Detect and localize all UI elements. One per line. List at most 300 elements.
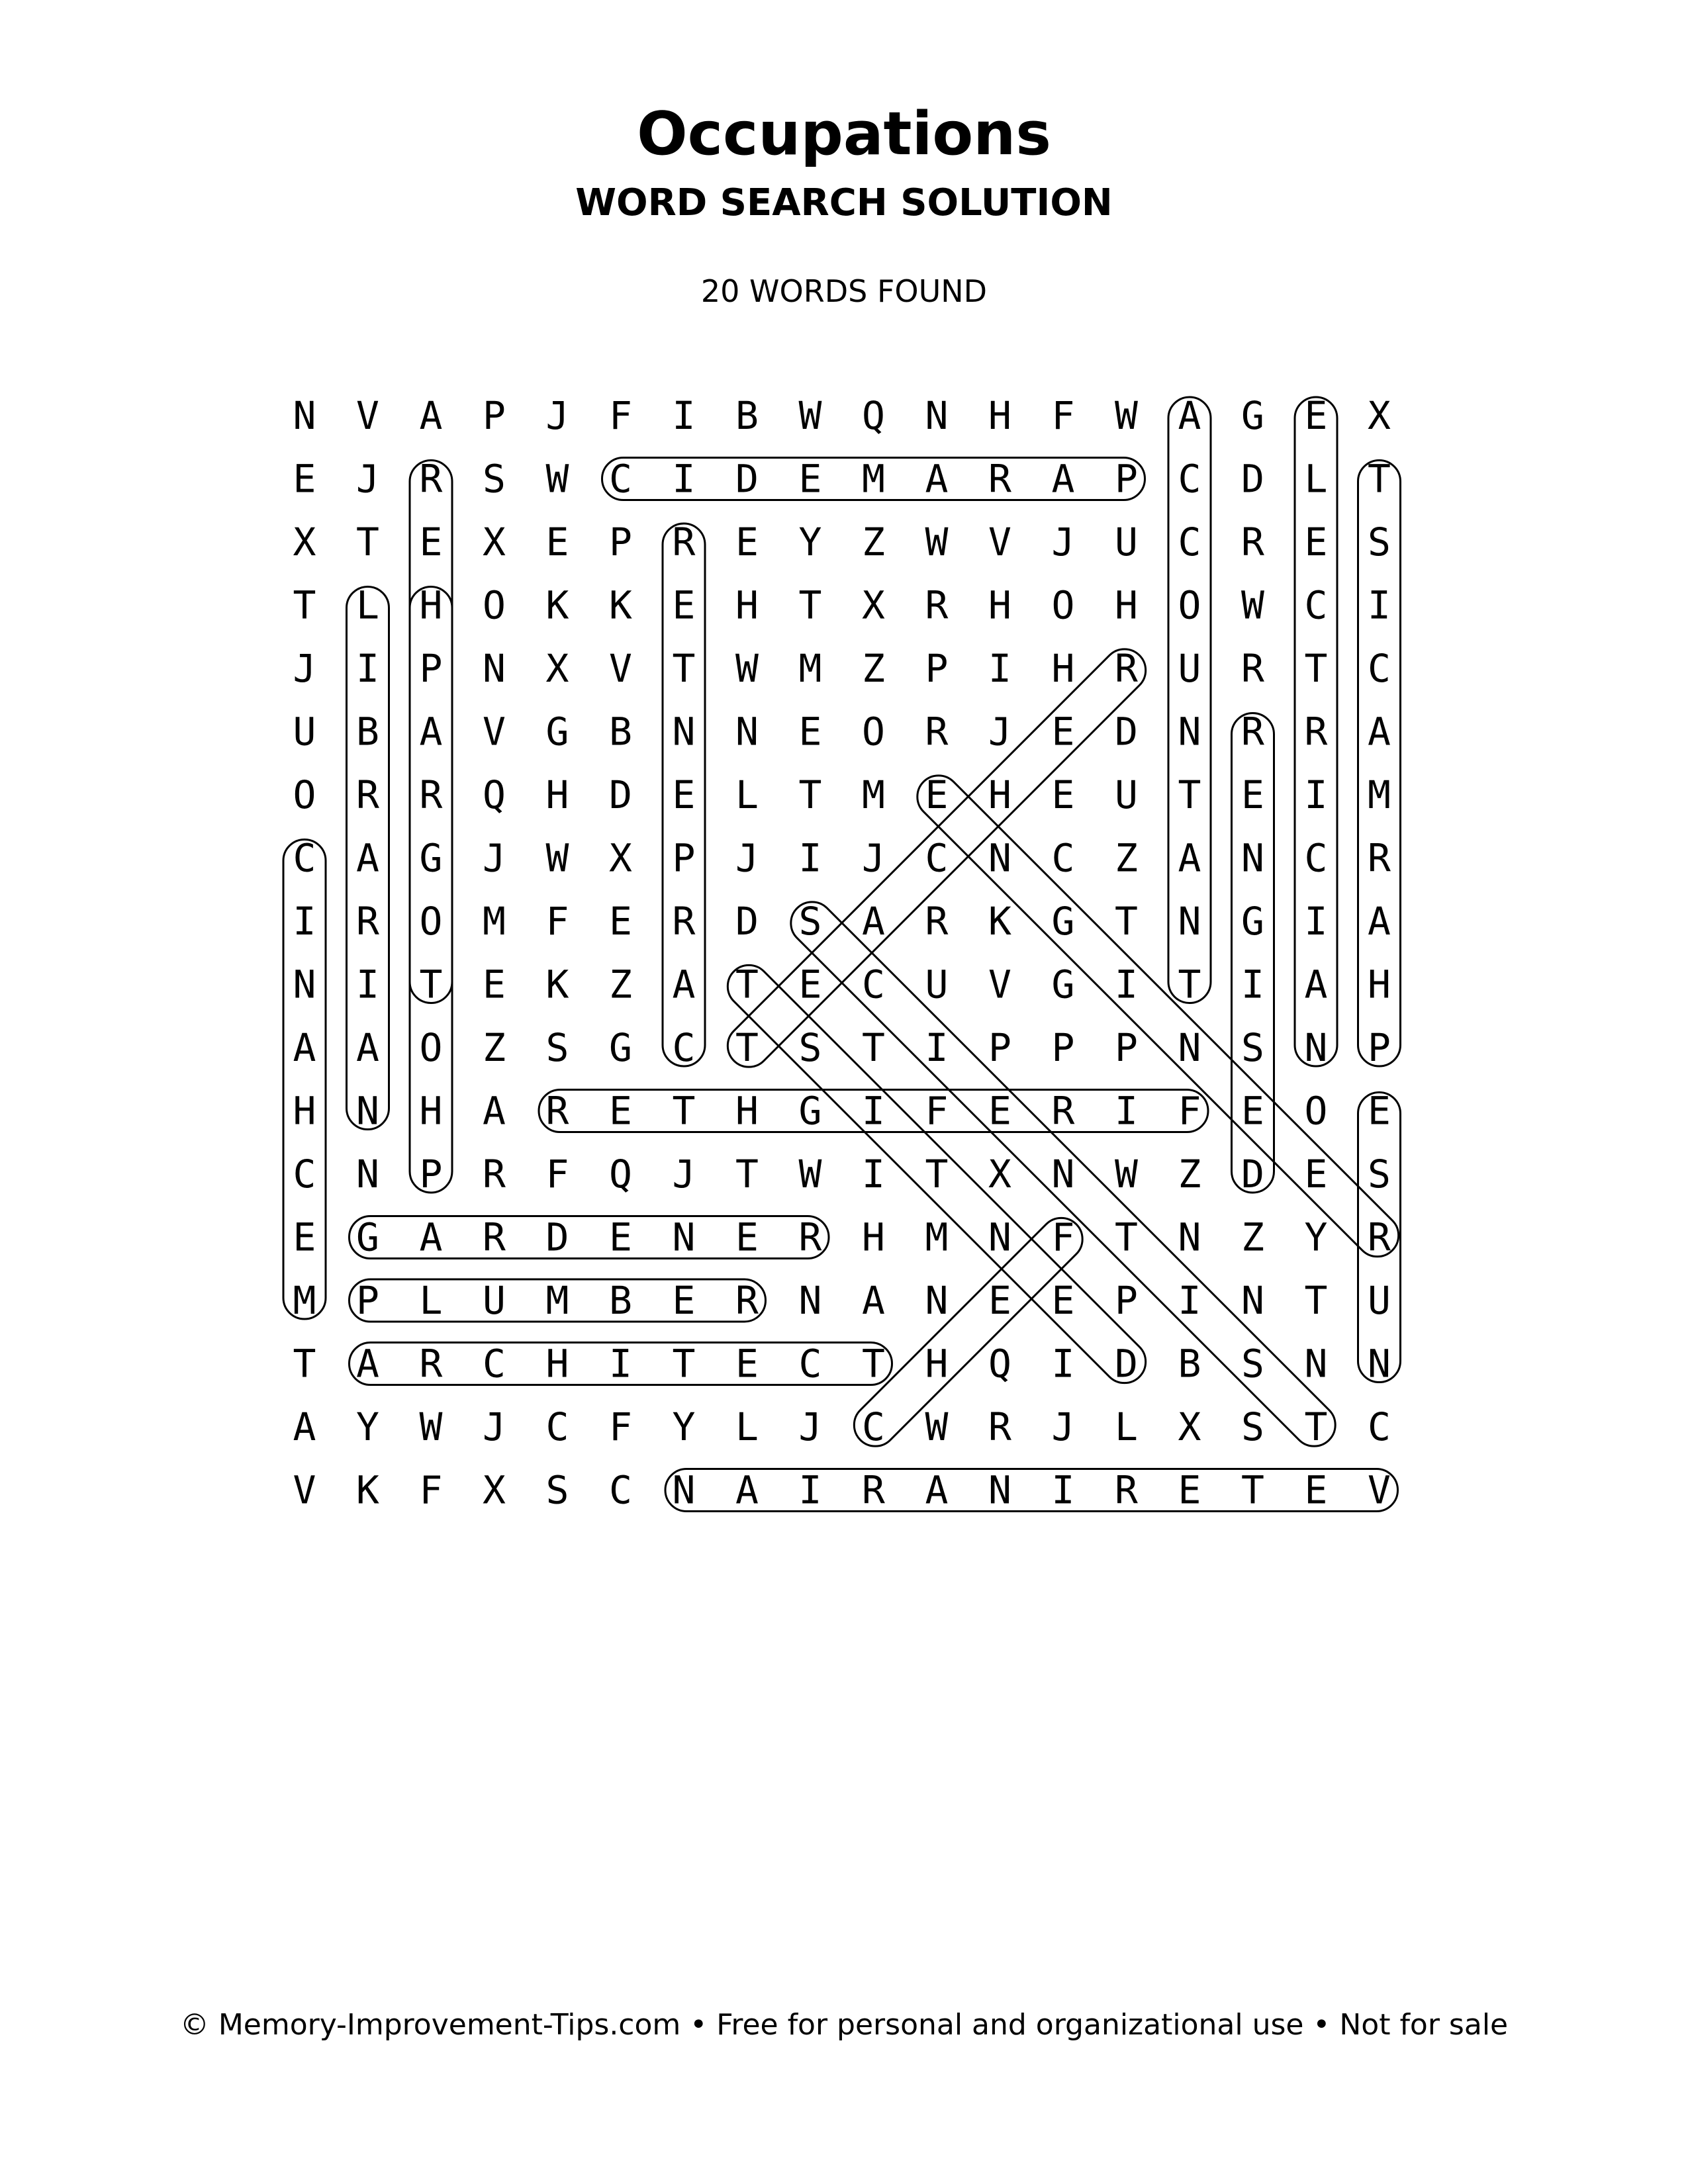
grid-letter: W bbox=[1115, 393, 1138, 438]
grid-letter: N bbox=[293, 962, 316, 1007]
grid-letter: E bbox=[1241, 1088, 1264, 1134]
grid-letter: J bbox=[1051, 1404, 1075, 1449]
grid-letter: L bbox=[735, 1404, 759, 1449]
grid-letter: M bbox=[862, 456, 885, 502]
grid-letter: R bbox=[1241, 520, 1264, 565]
grid-letter: W bbox=[545, 835, 569, 881]
grid-letter: C bbox=[798, 1341, 822, 1387]
grid-letter: D bbox=[609, 772, 632, 817]
grid-letter: E bbox=[609, 1214, 632, 1260]
grid-letter: C bbox=[1051, 835, 1075, 881]
grid-letter: F bbox=[925, 1088, 949, 1134]
grid-letter: P bbox=[356, 1278, 379, 1323]
grid-letter: I bbox=[1051, 1467, 1075, 1513]
grid-letter: V bbox=[1368, 1467, 1391, 1513]
grid-letter: R bbox=[419, 772, 443, 817]
grid-letter: N bbox=[293, 393, 316, 438]
grid-letter: A bbox=[1178, 393, 1201, 438]
grid-letter: A bbox=[672, 962, 696, 1007]
grid-letter: T bbox=[1115, 899, 1138, 944]
grid-letter: C bbox=[545, 1404, 569, 1449]
grid-letter: L bbox=[1304, 456, 1328, 502]
grid-letter: Q bbox=[862, 393, 885, 438]
footer-copyright: © Memory-Improvement-Tips.com • Free for personal and organizational use • Not for sale bbox=[179, 2008, 1509, 2042]
grid-letter: E bbox=[798, 962, 822, 1007]
grid-letter: I bbox=[1304, 772, 1328, 817]
grid-letter: X bbox=[483, 520, 506, 565]
grid-letter: A bbox=[483, 1088, 506, 1134]
grid-letter: P bbox=[1368, 1025, 1391, 1070]
grid-letter: T bbox=[735, 1025, 759, 1070]
grid-letter: E bbox=[1178, 1467, 1201, 1513]
grid-letter: P bbox=[1051, 1025, 1075, 1070]
grid-letter: D bbox=[1115, 1341, 1138, 1387]
grid-letter: J bbox=[735, 835, 759, 881]
grid-letter: N bbox=[356, 1152, 379, 1197]
grid-letter: X bbox=[988, 1152, 1011, 1197]
grid-letter: G bbox=[1051, 899, 1075, 944]
grid-letter: S bbox=[1241, 1025, 1264, 1070]
grid-letter: E bbox=[1368, 1088, 1391, 1134]
grid-letter: G bbox=[545, 709, 569, 754]
grid-letter: O bbox=[419, 1025, 443, 1070]
grid-letter: C bbox=[672, 1025, 696, 1070]
grid-letter: V bbox=[609, 646, 632, 691]
grid-letter: E bbox=[419, 520, 443, 565]
grid-letter: A bbox=[735, 1467, 759, 1513]
grid-letter: Z bbox=[483, 1025, 506, 1070]
grid-letter: I bbox=[356, 646, 379, 691]
grid-letter: T bbox=[1304, 1404, 1328, 1449]
grid-letter: C bbox=[1304, 835, 1328, 881]
grid-letter: J bbox=[672, 1152, 696, 1197]
grid-letter: T bbox=[672, 1088, 696, 1134]
grid-letter: E bbox=[293, 1214, 316, 1260]
grid-letter: K bbox=[988, 899, 1011, 944]
grid-letter: E bbox=[1304, 1467, 1328, 1513]
grid-letter: E bbox=[735, 520, 759, 565]
grid-letter: U bbox=[293, 709, 316, 754]
grid-letter: J bbox=[545, 393, 569, 438]
grid-letter: C bbox=[1304, 582, 1328, 628]
grid-letter: Q bbox=[609, 1152, 632, 1197]
grid-letter: I bbox=[798, 835, 822, 881]
grid-letter: A bbox=[356, 1341, 379, 1387]
grid-letter: E bbox=[672, 1278, 696, 1323]
grid-letter: I bbox=[988, 646, 1011, 691]
grid-letter: N bbox=[925, 393, 949, 438]
grid-letter: J bbox=[988, 709, 1011, 754]
grid-letter: C bbox=[609, 456, 632, 502]
grid-letter: T bbox=[862, 1341, 885, 1387]
grid-letter: E bbox=[672, 582, 696, 628]
grid-letter: P bbox=[419, 646, 443, 691]
grid-letter: C bbox=[1368, 1404, 1391, 1449]
grid-letter: E bbox=[293, 456, 316, 502]
grid-letter: H bbox=[1368, 962, 1391, 1007]
grid-letter: H bbox=[988, 772, 1011, 817]
grid-letter: J bbox=[293, 646, 316, 691]
grid-letter: E bbox=[798, 709, 822, 754]
grid-letter: P bbox=[988, 1025, 1011, 1070]
grid-letter: I bbox=[798, 1467, 822, 1513]
grid-letter: T bbox=[735, 1152, 759, 1197]
grid-letter: I bbox=[1368, 582, 1391, 628]
grid-letter: R bbox=[925, 582, 949, 628]
grid-letter: R bbox=[862, 1467, 885, 1513]
grid-letter: C bbox=[1178, 520, 1201, 565]
grid-letter: S bbox=[798, 1025, 822, 1070]
grid-letter: G bbox=[356, 1214, 379, 1260]
grid-letter: N bbox=[672, 1467, 696, 1513]
grid-letter: D bbox=[1241, 1152, 1264, 1197]
grid-letter: F bbox=[609, 393, 632, 438]
grid-letter: C bbox=[1368, 646, 1391, 691]
grid-letter: A bbox=[862, 1278, 885, 1323]
page-title: Occupations bbox=[637, 99, 1051, 169]
grid-letter: I bbox=[1304, 899, 1328, 944]
grid-letter: T bbox=[1115, 1214, 1138, 1260]
grid-letter: P bbox=[672, 835, 696, 881]
grid-letter: F bbox=[1051, 1214, 1075, 1260]
grid-letter: A bbox=[356, 1025, 379, 1070]
grid-letter: T bbox=[419, 962, 443, 1007]
grid-letter: O bbox=[483, 582, 506, 628]
grid-letter: I bbox=[1051, 1341, 1075, 1387]
grid-letter: W bbox=[735, 646, 759, 691]
grid-letter: S bbox=[1368, 520, 1391, 565]
grid-letter: A bbox=[293, 1025, 316, 1070]
grid-letter: C bbox=[925, 835, 949, 881]
grid-letter: A bbox=[862, 899, 885, 944]
grid-letter: N bbox=[1178, 1214, 1201, 1260]
grid-letter: N bbox=[1178, 899, 1201, 944]
grid-letter: N bbox=[1241, 1278, 1264, 1323]
grid-letter: X bbox=[293, 520, 316, 565]
grid-letter: J bbox=[483, 1404, 506, 1449]
grid-letter: N bbox=[672, 1214, 696, 1260]
grid-letter: V bbox=[988, 962, 1011, 1007]
grid-letter: H bbox=[1115, 582, 1138, 628]
grid-letter: O bbox=[293, 772, 316, 817]
grid-letter: X bbox=[609, 835, 632, 881]
grid-letter: C bbox=[862, 1404, 885, 1449]
grid-letter: A bbox=[1178, 835, 1201, 881]
grid-letter: M bbox=[293, 1278, 316, 1323]
grid-letter: F bbox=[545, 899, 569, 944]
grid-letter: W bbox=[798, 1152, 822, 1197]
grid-letter: O bbox=[1178, 582, 1201, 628]
grid-letter: R bbox=[672, 899, 696, 944]
grid-letter: A bbox=[925, 1467, 949, 1513]
grid-letter: E bbox=[609, 1088, 632, 1134]
grid-letter: N bbox=[483, 646, 506, 691]
grid-letter: T bbox=[735, 962, 759, 1007]
grid-letter: P bbox=[483, 393, 506, 438]
grid-letter: R bbox=[1051, 1088, 1075, 1134]
grid-letter: S bbox=[1368, 1152, 1391, 1197]
grid-letter: D bbox=[1241, 456, 1264, 502]
grid-letter: L bbox=[1115, 1404, 1138, 1449]
grid-letter: E bbox=[609, 899, 632, 944]
grid-letter: Z bbox=[862, 646, 885, 691]
grid-letter: S bbox=[1241, 1341, 1264, 1387]
grid-letter: C bbox=[483, 1341, 506, 1387]
grid-letter: H bbox=[925, 1341, 949, 1387]
grid-letter: O bbox=[862, 709, 885, 754]
grid-letter: N bbox=[1178, 709, 1201, 754]
grid-letter: H bbox=[293, 1088, 316, 1134]
grid-letter: Z bbox=[1241, 1214, 1264, 1260]
grid-letter: N bbox=[1178, 1025, 1201, 1070]
grid-letter: K bbox=[545, 582, 569, 628]
grid-letter: I bbox=[1115, 1088, 1138, 1134]
grid-letter: Q bbox=[988, 1341, 1011, 1387]
grid-letter: R bbox=[798, 1214, 822, 1260]
grid-letter: F bbox=[609, 1404, 632, 1449]
grid-letter: W bbox=[1115, 1152, 1138, 1197]
grid-letter: Z bbox=[1178, 1152, 1201, 1197]
grid-letter: W bbox=[925, 520, 949, 565]
grid-letter: I bbox=[862, 1152, 885, 1197]
grid-letter: N bbox=[356, 1088, 379, 1134]
grid-letter: N bbox=[988, 1214, 1011, 1260]
grid-letter: P bbox=[419, 1152, 443, 1197]
grid-letter: M bbox=[862, 772, 885, 817]
grid-letter: I bbox=[1115, 962, 1138, 1007]
grid-letter: S bbox=[545, 1467, 569, 1513]
grid-letter: G bbox=[609, 1025, 632, 1070]
grid-letter: G bbox=[798, 1088, 822, 1134]
grid-letter: N bbox=[988, 835, 1011, 881]
solution-veterinarian bbox=[665, 1469, 1398, 1512]
grid-letter: R bbox=[1368, 835, 1391, 881]
grid-letter: F bbox=[419, 1467, 443, 1513]
grid-letter: R bbox=[1241, 646, 1264, 691]
grid-letter: H bbox=[419, 1088, 443, 1134]
grid-letter: V bbox=[356, 393, 379, 438]
grid-letter: C bbox=[862, 962, 885, 1007]
grid-letter: I bbox=[1178, 1278, 1201, 1323]
grid-letter: P bbox=[925, 646, 949, 691]
grid-letter: M bbox=[798, 646, 822, 691]
grid-letter: T bbox=[356, 520, 379, 565]
grid-letter: R bbox=[1241, 709, 1264, 754]
grid-letter: I bbox=[672, 393, 696, 438]
grid-letter: E bbox=[1051, 709, 1075, 754]
grid-letter: G bbox=[1051, 962, 1075, 1007]
grid-letter: S bbox=[1241, 1404, 1264, 1449]
grid-letter: O bbox=[1304, 1088, 1328, 1134]
grid-letter: R bbox=[988, 456, 1011, 502]
grid-letter: Q bbox=[483, 772, 506, 817]
grid-letter: R bbox=[1304, 709, 1328, 754]
grid-letter: M bbox=[1368, 772, 1391, 817]
grid-letter: E bbox=[1304, 393, 1328, 438]
grid-letter: R bbox=[925, 709, 949, 754]
grid-letter: L bbox=[735, 772, 759, 817]
grid-letter: S bbox=[545, 1025, 569, 1070]
grid-letter: E bbox=[1051, 772, 1075, 817]
grid-letter: G bbox=[419, 835, 443, 881]
grid-letter: Y bbox=[356, 1404, 379, 1449]
grid-letter: H bbox=[419, 582, 443, 628]
grid-letter: U bbox=[483, 1278, 506, 1323]
grid-letter: W bbox=[1241, 582, 1264, 628]
grid-letter: K bbox=[609, 582, 632, 628]
grid-letter: T bbox=[925, 1152, 949, 1197]
grid-letter: M bbox=[483, 899, 506, 944]
grid-letter: T bbox=[672, 646, 696, 691]
grid-letter: H bbox=[988, 582, 1011, 628]
grid-letter: J bbox=[1051, 520, 1075, 565]
grid-letter: D bbox=[1115, 709, 1138, 754]
grid-letter: U bbox=[1368, 1278, 1391, 1323]
grid-letter: S bbox=[483, 456, 506, 502]
grid-letter: P bbox=[1115, 1025, 1138, 1070]
grid-letter: H bbox=[545, 772, 569, 817]
grid-letter: H bbox=[735, 1088, 759, 1134]
grid-letter: X bbox=[1178, 1404, 1201, 1449]
words-found-count: 20 WORDS FOUND bbox=[700, 273, 988, 309]
grid-letter: O bbox=[1051, 582, 1075, 628]
grid-letter: B bbox=[356, 709, 379, 754]
grid-letter: H bbox=[988, 393, 1011, 438]
grid-letter: Z bbox=[609, 962, 632, 1007]
grid-letter: C bbox=[1178, 456, 1201, 502]
grid-letter: F bbox=[545, 1152, 569, 1197]
grid-letter: R bbox=[356, 899, 379, 944]
page-subtitle: WORD SEARCH SOLUTION bbox=[575, 181, 1113, 224]
grid-letter: U bbox=[1115, 772, 1138, 817]
grid-letter: Y bbox=[672, 1404, 696, 1449]
grid-letter: A bbox=[293, 1404, 316, 1449]
grid-letter: R bbox=[672, 520, 696, 565]
grid-letter: N bbox=[925, 1278, 949, 1323]
grid-letter: D bbox=[735, 899, 759, 944]
grid-letter: H bbox=[1051, 646, 1075, 691]
grid-letter: R bbox=[356, 772, 379, 817]
grid-letter: F bbox=[1051, 393, 1075, 438]
grid-letter: T bbox=[798, 582, 822, 628]
grid-letter: E bbox=[672, 772, 696, 817]
grid-letter: O bbox=[419, 899, 443, 944]
grid-letter: V bbox=[988, 520, 1011, 565]
grid-letter: P bbox=[609, 520, 632, 565]
grid-letter: E bbox=[988, 1278, 1011, 1323]
grid-letter: D bbox=[735, 456, 759, 502]
grid-letter: N bbox=[735, 709, 759, 754]
grid-letter: T bbox=[798, 772, 822, 817]
grid-letter: A bbox=[1368, 899, 1391, 944]
grid-letter: W bbox=[925, 1404, 949, 1449]
grid-letter: X bbox=[1368, 393, 1391, 438]
grid-letter: G bbox=[1241, 899, 1264, 944]
grid-letter: N bbox=[672, 709, 696, 754]
grid-letter: Z bbox=[862, 520, 885, 565]
grid-letter: E bbox=[735, 1341, 759, 1387]
grid-letter: V bbox=[293, 1467, 316, 1513]
grid-letter: J bbox=[862, 835, 885, 881]
grid-letter: R bbox=[483, 1152, 506, 1197]
grid-letter: R bbox=[419, 456, 443, 502]
grid-letter: A bbox=[419, 709, 443, 754]
grid-letter: E bbox=[925, 772, 949, 817]
grid-letter: E bbox=[1304, 520, 1328, 565]
grid-letter: T bbox=[1178, 962, 1201, 1007]
grid-letter: U bbox=[1115, 520, 1138, 565]
grid-letter: P bbox=[1115, 456, 1138, 502]
grid-letter: T bbox=[1178, 772, 1201, 817]
grid-letter: T bbox=[293, 1341, 316, 1387]
grid-letter: I bbox=[609, 1341, 632, 1387]
grid-letter: W bbox=[419, 1404, 443, 1449]
grid-letter: E bbox=[483, 962, 506, 1007]
grid-letter: T bbox=[1304, 1278, 1328, 1323]
grid-letter: R bbox=[1115, 646, 1138, 691]
grid-letter: T bbox=[1368, 456, 1391, 502]
grid-letter: J bbox=[356, 456, 379, 502]
grid-letter: P bbox=[1115, 1278, 1138, 1323]
grid-letter: E bbox=[798, 456, 822, 502]
grid-letter: T bbox=[293, 582, 316, 628]
grid-letter: M bbox=[925, 1214, 949, 1260]
grid-letter: R bbox=[483, 1214, 506, 1260]
grid-letter: N bbox=[1304, 1025, 1328, 1070]
grid-letter: I bbox=[925, 1025, 949, 1070]
grid-letter: V bbox=[483, 709, 506, 754]
grid-letter: G bbox=[1241, 393, 1264, 438]
grid-letter: B bbox=[609, 1278, 632, 1323]
grid-letter: W bbox=[798, 393, 822, 438]
grid-letter: R bbox=[925, 899, 949, 944]
grid-letter: E bbox=[545, 520, 569, 565]
grid-letter: X bbox=[483, 1467, 506, 1513]
grid-letter: I bbox=[356, 962, 379, 1007]
grid-letter: A bbox=[419, 1214, 443, 1260]
grid-letter: I bbox=[862, 1088, 885, 1134]
grid-letter: A bbox=[925, 456, 949, 502]
grid-letter: A bbox=[1304, 962, 1328, 1007]
grid-letter: E bbox=[1051, 1278, 1075, 1323]
grid-letter: I bbox=[672, 456, 696, 502]
grid-letter: Y bbox=[798, 520, 822, 565]
grid-letter: R bbox=[545, 1088, 569, 1134]
grid-letter: N bbox=[798, 1278, 822, 1323]
grid-letter: B bbox=[609, 709, 632, 754]
grid-letter: L bbox=[356, 582, 379, 628]
grid-letter: A bbox=[1051, 456, 1075, 502]
grid-letter: K bbox=[356, 1467, 379, 1513]
grid-letter: F bbox=[1178, 1088, 1201, 1134]
grid-letter: S bbox=[798, 899, 822, 944]
grid-letter: T bbox=[1304, 646, 1328, 691]
grid-letter: R bbox=[735, 1278, 759, 1323]
grid-letter: E bbox=[735, 1214, 759, 1260]
grid-letter: J bbox=[798, 1404, 822, 1449]
grid-letter: H bbox=[735, 582, 759, 628]
grid-letter: B bbox=[1178, 1341, 1201, 1387]
grid-letter: E bbox=[1241, 772, 1264, 817]
grid-letter: L bbox=[419, 1278, 443, 1323]
grid-letter: U bbox=[1178, 646, 1201, 691]
grid-letter: D bbox=[545, 1214, 569, 1260]
grid-letter: N bbox=[988, 1467, 1011, 1513]
grid-letter: R bbox=[1115, 1467, 1138, 1513]
grid-letter: T bbox=[672, 1341, 696, 1387]
grid-letter: R bbox=[419, 1341, 443, 1387]
grid-letter: K bbox=[545, 962, 569, 1007]
